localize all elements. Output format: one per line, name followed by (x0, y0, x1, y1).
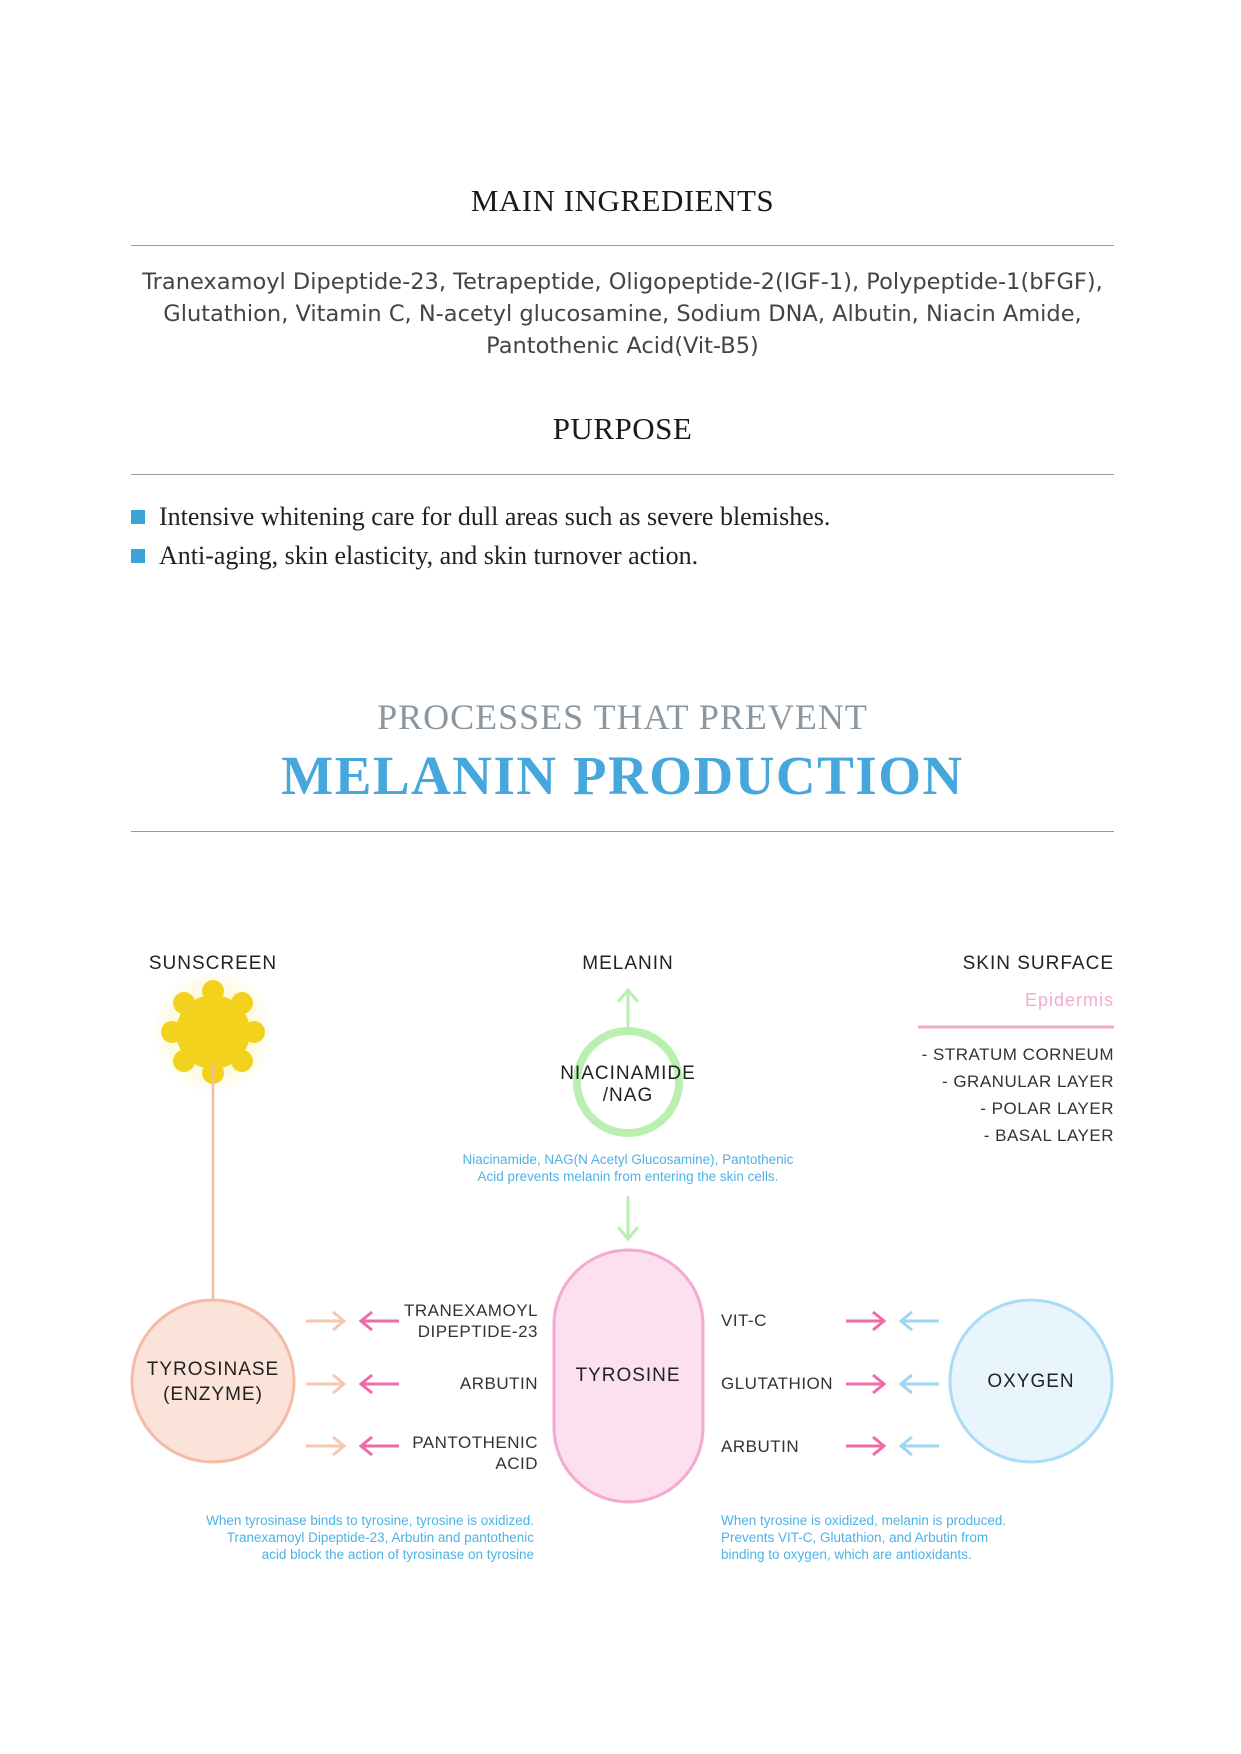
process-subtitle: PROCESSES THAT PREVENT (377, 697, 868, 737)
niacinamide-label-line: /NAG (602, 1085, 654, 1106)
arrow-up-icon (618, 990, 638, 1030)
melanin-label: MELANIN (582, 953, 674, 974)
left-blocker-line: TRANEXAMOYL (404, 1301, 538, 1320)
left-blocker-line: PANTOTHENIC (412, 1433, 538, 1452)
note-line: acid block the action of tyrosinase on tyrosine (261, 1547, 534, 1562)
purpose-title: PURPOSE (552, 411, 693, 446)
tyrosinase-label-line: (ENZYME) (163, 1384, 263, 1405)
note-line: Prevents VIT-C, Glutathion, and Arbutin from (721, 1530, 989, 1545)
process-title: MELANIN PRODUCTION (281, 745, 964, 806)
tyrosinase-label-line: TYROSINASE (146, 1359, 280, 1380)
skin-surface-label: SKIN SURFACE (962, 953, 1114, 974)
tyrosinase-label (123, 1357, 303, 1407)
niacinamide-note (428, 1151, 828, 1185)
niacinamide-label (528, 1063, 728, 1107)
left-blocker-line: ARBUTIN (459, 1374, 538, 1393)
note-line: Acid prevents melanin from entering the skin cells. (477, 1169, 779, 1184)
left-blocker (338, 1432, 538, 1474)
right-blocker: GLUTATHION (721, 1374, 834, 1393)
ingredients-line: Pantothenic Acid(Vit-B5) (486, 333, 759, 359)
tyrosine-label: TYROSINE (575, 1365, 681, 1386)
sunscreen-label: SUNSCREEN (148, 953, 278, 974)
left-blocker-line: ACID (495, 1454, 538, 1473)
note-line: binding to oxygen, which are antioxidants. (721, 1547, 972, 1562)
main-ingredients-title: MAIN INGREDIENTS (470, 183, 775, 218)
skin-layer: - STRATUM CORNEUM (921, 1045, 1114, 1064)
arrow-right-icon (846, 1312, 884, 1455)
note-line: Niacinamide, NAG(N Acetyl Glucosamine), Pantothenic (462, 1152, 794, 1167)
note-line: Tranexamoyl Dipeptide-23, Arbutin and pantothenic (226, 1530, 534, 1545)
niacinamide-label-line: NIACINAMIDE (560, 1063, 696, 1084)
left-blocker (338, 1373, 538, 1394)
oxygen-label: OXYGEN (987, 1371, 1075, 1392)
left-blocker (338, 1300, 538, 1342)
note-line: When tyrosinase binds to tyrosine, tyrosine is oxidized. (206, 1513, 534, 1528)
skin-layer: - POLAR LAYER (980, 1099, 1114, 1118)
arrow-left-icon (901, 1312, 939, 1455)
epidermis-label: Epidermis (1024, 990, 1114, 1010)
skin-layer: - GRANULAR LAYER (941, 1072, 1114, 1091)
left-blocker-line: DIPEPTIDE-23 (417, 1322, 538, 1341)
skin-layer: - BASAL LAYER (983, 1126, 1114, 1145)
ingredients-line: Glutathion, Vitamin C, N-acetyl glucosamine, Sodium DNA, Albutin, Niacin Amide, (163, 301, 1082, 327)
right-blocker: VIT-C (721, 1311, 767, 1330)
purpose-item-text: Intensive whitening care for dull areas such as severe blemishes. (159, 502, 831, 531)
note-line: When tyrosine is oxidized, melanin is produced. (721, 1513, 1007, 1528)
ingredients-line: Tranexamoyl Dipeptide-23, Tetrapeptide, Oligopeptide-2(IGF-1), Polypeptide-1(bFGF), (142, 269, 1103, 295)
right-blocker: ARBUTIN (721, 1437, 800, 1456)
purpose-item-text: Anti-aging, skin elasticity, and skin turnover action. (159, 541, 699, 570)
tyrosinase-note (134, 1512, 534, 1563)
arrow-down-icon (618, 1196, 638, 1239)
oxygen-note (721, 1512, 1121, 1563)
